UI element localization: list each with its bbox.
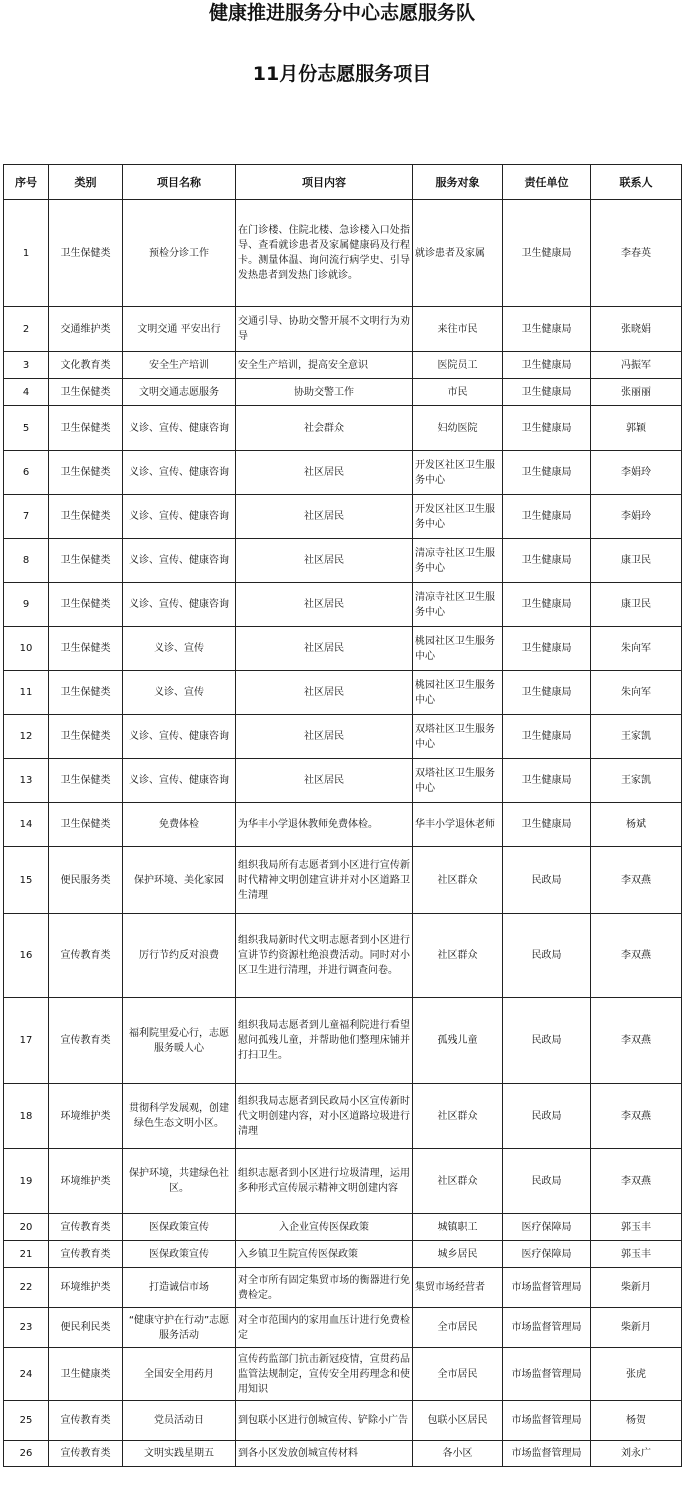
table-cell: 全国安全用药月 — [123, 1348, 236, 1401]
table-cell: 宣传教育类 — [49, 1241, 123, 1268]
volunteer-project-table — [3, 164, 682, 1467]
table-cell: 环境维护类 — [49, 1149, 123, 1214]
table-cell: 李双燕 — [591, 847, 682, 914]
table-cell: 社区居民 — [236, 583, 413, 627]
table-cell: 卫生保健类 — [49, 671, 123, 715]
table-cell: 双塔社区卫生服务中心 — [413, 715, 503, 759]
table-cell: 市场监督管理局 — [503, 1348, 591, 1401]
table-cell: 市场监督管理局 — [503, 1401, 591, 1441]
table-cell: 卫生健康局 — [503, 352, 591, 379]
table-cell: 全市居民 — [413, 1308, 503, 1348]
table-row — [4, 914, 682, 998]
table-cell: 文化教育类 — [49, 352, 123, 379]
table-cell: 组织我局志愿者到民政局小区宣传新时代文明创建内容，对小区道路垃圾进行清理 — [236, 1084, 413, 1149]
table-cell: 10 — [4, 627, 49, 671]
table-cell: 17 — [4, 998, 49, 1084]
table-cell: 冯振军 — [591, 352, 682, 379]
table-cell: 安全生产培训 — [123, 352, 236, 379]
table-cell: 康卫民 — [591, 539, 682, 583]
table-row — [4, 1308, 682, 1348]
table-cell: 市场监督管理局 — [503, 1268, 591, 1308]
table-row — [4, 451, 682, 495]
column-header: 项目内容 — [236, 165, 413, 200]
table-cell: 医保政策宣传 — [123, 1241, 236, 1268]
table-cell: 预检分诊工作 — [123, 200, 236, 307]
table-cell: 朱向军 — [591, 671, 682, 715]
table-cell: 社区群众 — [413, 1084, 503, 1149]
table-row — [4, 759, 682, 803]
table-cell: 就诊患者及家属 — [413, 200, 503, 307]
table-cell: 卫生保健类 — [49, 539, 123, 583]
table-cell: 集贸市场经营者 — [413, 1268, 503, 1308]
table-cell: 对全市范围内的家用血压计进行免费检定 — [236, 1308, 413, 1348]
table-cell: 4 — [4, 379, 49, 406]
table-cell: 贯彻科学发展观，创建绿色生态文明小区。 — [123, 1084, 236, 1149]
table-cell: 宣传教育类 — [49, 998, 123, 1084]
table-cell: 王家凯 — [591, 759, 682, 803]
table-cell: 在门诊楼、住院北楼、急诊楼入口处指导、查看就诊患者及家属健康码及行程卡。测量体温、询问流行病学史、引导发热患者到发热门诊就诊。 — [236, 200, 413, 307]
table-cell: 党员活动日 — [123, 1401, 236, 1441]
table-cell: 3 — [4, 352, 49, 379]
table-cell: 郭玉丰 — [591, 1241, 682, 1268]
table-cell: 妇幼医院 — [413, 406, 503, 451]
table-cell: 市民 — [413, 379, 503, 406]
table-cell: 城镇职工 — [413, 1214, 503, 1241]
table-cell: 卫生保健类 — [49, 803, 123, 847]
table-cell: 来往市民 — [413, 307, 503, 352]
table-cell: 卫生保健类 — [49, 715, 123, 759]
table-cell: 刘永广 — [591, 1441, 682, 1467]
table-cell: 李春英 — [591, 200, 682, 307]
table-cell: 社区居民 — [236, 715, 413, 759]
table-row — [4, 1401, 682, 1441]
table-cell: 杨斌 — [591, 803, 682, 847]
table-cell: 卫生健康局 — [503, 451, 591, 495]
table-cell: 文明交通 平安出行 — [123, 307, 236, 352]
table-cell: 6 — [4, 451, 49, 495]
table-cell: 卫生保健类 — [49, 406, 123, 451]
table-cell: 社区群众 — [413, 1149, 503, 1214]
table-cell: 民政局 — [503, 914, 591, 998]
table-cell: 9 — [4, 583, 49, 627]
table-cell: 张虎 — [591, 1348, 682, 1401]
table-cell: 卫生保健类 — [49, 451, 123, 495]
table-cell: 保护环境、美化家园 — [123, 847, 236, 914]
table-cell: 医疗保障局 — [503, 1214, 591, 1241]
table-cell: 卫生健康局 — [503, 583, 591, 627]
table-cell: 社会群众 — [236, 406, 413, 451]
table-cell: 李双燕 — [591, 1149, 682, 1214]
column-header: 项目名称 — [123, 165, 236, 200]
table-cell: 义诊、宣传 — [123, 627, 236, 671]
table-cell: 社区居民 — [236, 627, 413, 671]
table-cell: 14 — [4, 803, 49, 847]
table-cell: 对全市所有固定集贸市场的衡器进行免费检定。 — [236, 1268, 413, 1308]
table-cell: 义诊、宣传、健康咨询 — [123, 715, 236, 759]
table-cell: 宣传教育类 — [49, 914, 123, 998]
table-cell: 民政局 — [503, 998, 591, 1084]
table-cell: 宣传教育类 — [49, 1214, 123, 1241]
table-cell: 康卫民 — [591, 583, 682, 627]
table-cell: 22 — [4, 1268, 49, 1308]
table-cell: 组织我局所有志愿者到小区进行宣传新时代精神文明创建宣讲并对小区道路卫生清理 — [236, 847, 413, 914]
table-cell: 张丽丽 — [591, 379, 682, 406]
table-cell: 组织我局志愿者到儿童福利院进行看望慰问孤残儿童，并帮助他们整理床铺并打扫卫生。 — [236, 998, 413, 1084]
table-row — [4, 671, 682, 715]
table-row — [4, 1268, 682, 1308]
table-cell: 厉行节约反对浪费 — [123, 914, 236, 998]
table-cell: 协助交警工作 — [236, 379, 413, 406]
table-cell: 医院员工 — [413, 352, 503, 379]
table-cell: 卫生健康局 — [503, 671, 591, 715]
table-cell: 保护环境，共建绿色社区。 — [123, 1149, 236, 1214]
table-row — [4, 715, 682, 759]
table-row — [4, 1348, 682, 1401]
table-row — [4, 1084, 682, 1149]
table-cell: 18 — [4, 1084, 49, 1149]
table-cell: 义诊、宣传、健康咨询 — [123, 495, 236, 539]
table-cell: 免费体检 — [123, 803, 236, 847]
table-cell: 为华丰小学退休教师免费体检。 — [236, 803, 413, 847]
table-cell: 卫生健康局 — [503, 379, 591, 406]
table-cell: 双塔社区卫生服务中心 — [413, 759, 503, 803]
table-cell: 卫生健康局 — [503, 495, 591, 539]
column-header: 类别 — [49, 165, 123, 200]
document-subtitle: 11月份志愿服务项目 — [252, 63, 432, 85]
table-cell: 医疗保障局 — [503, 1241, 591, 1268]
table-cell: 义诊、宣传、健康咨询 — [123, 583, 236, 627]
table-cell: 社区居民 — [236, 451, 413, 495]
table-cell: 交通引导、协助交警开展不文明行为劝导 — [236, 307, 413, 352]
table-cell: 义诊、宣传 — [123, 671, 236, 715]
table-cell: 卫生健康局 — [503, 307, 591, 352]
table-cell: 社区居民 — [236, 539, 413, 583]
table-cell: 包联小区居民 — [413, 1401, 503, 1441]
table-cell: 21 — [4, 1241, 49, 1268]
table-row — [4, 495, 682, 539]
table-cell: 社区居民 — [236, 495, 413, 539]
table-cell: 民政局 — [503, 1084, 591, 1149]
table-cell: 卫生健康局 — [503, 803, 591, 847]
table-row — [4, 379, 682, 406]
table-cell: 柴新月 — [591, 1308, 682, 1348]
table-cell: 卫生健康局 — [503, 627, 591, 671]
table-row — [4, 1149, 682, 1214]
table-cell: 组织志愿者到小区进行垃圾清理，运用多种形式宣传展示精神文明创建内容 — [236, 1149, 413, 1214]
table-cell: 卫生保健类 — [49, 379, 123, 406]
table-row — [4, 1441, 682, 1467]
table-cell: 义诊、宣传、健康咨询 — [123, 539, 236, 583]
table-cell: 13 — [4, 759, 49, 803]
table-cell: 清凉寺社区卫生服务中心 — [413, 583, 503, 627]
table-cell: 李双燕 — [591, 1084, 682, 1149]
table-cell: 环境维护类 — [49, 1268, 123, 1308]
column-header: 责任单位 — [503, 165, 591, 200]
table-cell: 卫生保健类 — [49, 200, 123, 307]
table-cell: 李娟玲 — [591, 495, 682, 539]
table-cell: 社区群众 — [413, 847, 503, 914]
table-cell: 25 — [4, 1401, 49, 1441]
table-cell: 宣传教育类 — [49, 1401, 123, 1441]
table-cell: 社区居民 — [236, 671, 413, 715]
table-cell: 11 — [4, 671, 49, 715]
table-cell: 卫生健康局 — [503, 200, 591, 307]
table-cell: 15 — [4, 847, 49, 914]
table-cell: 到包联小区进行创城宣传、铲除小广告 — [236, 1401, 413, 1441]
table-cell: 26 — [4, 1441, 49, 1467]
table-cell: 义诊、宣传、健康咨询 — [123, 406, 236, 451]
table-cell: 李娟玲 — [591, 451, 682, 495]
table-cell: 李双燕 — [591, 914, 682, 998]
table-cell: 卫生保健类 — [49, 759, 123, 803]
table-cell: 市场监督管理局 — [503, 1308, 591, 1348]
table-cell: 12 — [4, 715, 49, 759]
table-cell: 民政局 — [503, 847, 591, 914]
table-cell: 义诊、宣传、健康咨询 — [123, 759, 236, 803]
table-cell: 开发区社区卫生服务中心 — [413, 495, 503, 539]
table-cell: 孤残儿童 — [413, 998, 503, 1084]
table-cell: 入乡镇卫生院宣传医保政策 — [236, 1241, 413, 1268]
table-cell: 19 — [4, 1149, 49, 1214]
table-cell: 8 — [4, 539, 49, 583]
table-cell: 桃园社区卫生服务中心 — [413, 627, 503, 671]
table-cell: 便民利民类 — [49, 1308, 123, 1348]
table-cell: 环境维护类 — [49, 1084, 123, 1149]
table-cell: 文明交通志愿服务 — [123, 379, 236, 406]
table-cell: 郭颖 — [591, 406, 682, 451]
table-cell: 开发区社区卫生服务中心 — [413, 451, 503, 495]
table-row — [4, 406, 682, 451]
table-cell: 卫生保健类 — [49, 583, 123, 627]
table-cell: 交通维护类 — [49, 307, 123, 352]
table-cell: 5 — [4, 406, 49, 451]
table-row — [4, 307, 682, 352]
table-cell: 柴新月 — [591, 1268, 682, 1308]
table-cell: 宣传药监部门抗击新冠疫情，宣贯药品监管法规制定，宣传安全用药理念和使用知识 — [236, 1348, 413, 1401]
table-header-row — [4, 165, 682, 200]
table-cell: 卫生保健类 — [49, 495, 123, 539]
table-cell: 组织我局新时代文明志愿者到小区进行宣讲节约资源杜绝浪费活动。同时对小区卫生进行清理，并进行调查问卷。 — [236, 914, 413, 998]
table-cell: 7 — [4, 495, 49, 539]
table-row — [4, 539, 682, 583]
table-cell: 义诊、宣传、健康咨询 — [123, 451, 236, 495]
table-row — [4, 1241, 682, 1268]
table-cell: 杨贺 — [591, 1401, 682, 1441]
table-cell: 社区居民 — [236, 759, 413, 803]
table-cell: 福利院里爱心行，志愿服务暖人心 — [123, 998, 236, 1084]
table-cell: 宣传教育类 — [49, 1441, 123, 1467]
table-cell: 医保政策宣传 — [123, 1214, 236, 1241]
table-row — [4, 998, 682, 1084]
table-cell: 王家凯 — [591, 715, 682, 759]
table-cell: 张晓娟 — [591, 307, 682, 352]
column-header: 服务对象 — [413, 165, 503, 200]
table-cell: 23 — [4, 1308, 49, 1348]
table-cell: 20 — [4, 1214, 49, 1241]
table-cell: 全市居民 — [413, 1348, 503, 1401]
table-cell: “健康守护在行动”志愿服务活动 — [123, 1308, 236, 1348]
table-row — [4, 1214, 682, 1241]
table-cell: 卫生健康局 — [503, 539, 591, 583]
table-cell: 打造诚信市场 — [123, 1268, 236, 1308]
table-cell: 卫生健康类 — [49, 1348, 123, 1401]
table-row — [4, 583, 682, 627]
table-row — [4, 803, 682, 847]
table-row — [4, 627, 682, 671]
table-cell: 16 — [4, 914, 49, 998]
table-cell: 民政局 — [503, 1149, 591, 1214]
table-cell: 华丰小学退休老师 — [413, 803, 503, 847]
table-cell: 城乡居民 — [413, 1241, 503, 1268]
table-cell: 各小区 — [413, 1441, 503, 1467]
table-cell: 桃园社区卫生服务中心 — [413, 671, 503, 715]
table-cell: 卫生健康局 — [503, 715, 591, 759]
table-cell: 安全生产培训，提高安全意识 — [236, 352, 413, 379]
table-row — [4, 200, 682, 307]
table-row — [4, 352, 682, 379]
table-cell: 到各小区发放创城宣传材料 — [236, 1441, 413, 1467]
table-cell: 便民服务类 — [49, 847, 123, 914]
table-cell: 社区群众 — [413, 914, 503, 998]
table-cell: 卫生健康局 — [503, 406, 591, 451]
table-cell: 1 — [4, 200, 49, 307]
table-cell: 文明实践星期五 — [123, 1441, 236, 1467]
table-cell: 2 — [4, 307, 49, 352]
document-title: 健康推进服务分中心志愿服务队 — [208, 2, 475, 24]
table-cell: 卫生健康局 — [503, 759, 591, 803]
table-cell: 清凉寺社区卫生服务中心 — [413, 539, 503, 583]
column-header: 联系人 — [591, 165, 682, 200]
table-cell: 郭玉丰 — [591, 1214, 682, 1241]
table-cell: 卫生保健类 — [49, 627, 123, 671]
table-cell: 朱向军 — [591, 627, 682, 671]
table-row — [4, 847, 682, 914]
table-cell: 市场监督管理局 — [503, 1441, 591, 1467]
table-cell: 入企业宣传医保政策 — [236, 1214, 413, 1241]
table-cell: 24 — [4, 1348, 49, 1401]
column-header: 序号 — [4, 165, 49, 200]
table-cell: 李双燕 — [591, 998, 682, 1084]
